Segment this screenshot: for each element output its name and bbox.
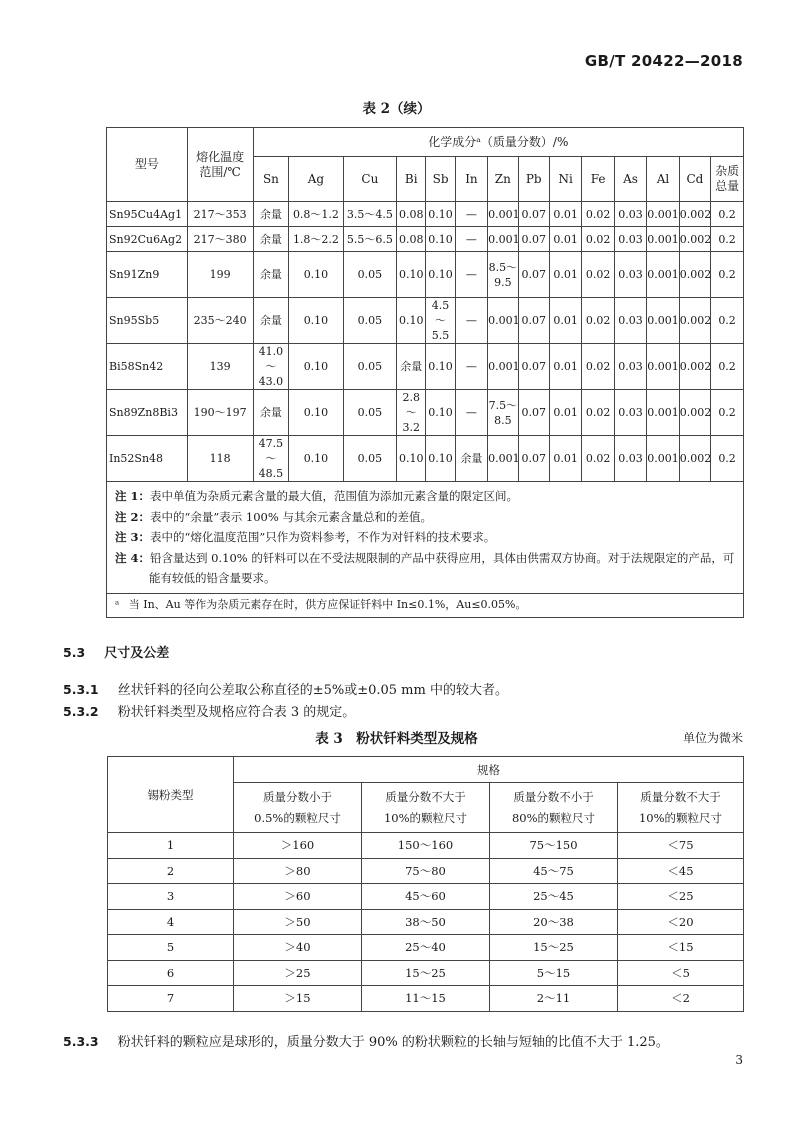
table2-cell-value: 8.5～ 9.5 bbox=[488, 252, 518, 298]
table2-cell-value: 0.8～1.2 bbox=[289, 202, 343, 227]
table-row bbox=[107, 344, 744, 390]
table2-cell-value: 0.001 bbox=[647, 252, 679, 298]
table2-cell-value: 0.02 bbox=[582, 298, 614, 344]
table3-cell-value: ＜5 bbox=[618, 960, 744, 986]
table2-cell-value: 0.001 bbox=[647, 390, 679, 436]
table2-cell-value: 0.002 bbox=[679, 436, 710, 482]
table3-cell-value: 75～150 bbox=[490, 833, 618, 859]
table2-header-chemical: 化学成分ᵃ（质量分数）/% bbox=[253, 128, 743, 157]
table2-note bbox=[115, 548, 735, 589]
table2-cell-value: 4.5～ 5.5 bbox=[426, 298, 455, 344]
footnote-text: 当 In、Au 等作为杂质元素存在时，供方应保证钎料中 In≤0.1%，Au≤0.05%。 bbox=[128, 597, 527, 611]
table2-cell-value: 41.0～ 43.0 bbox=[253, 344, 289, 390]
table2-cell-value: 0.001 bbox=[647, 344, 679, 390]
table2-cell-value: 余量 bbox=[455, 436, 487, 482]
table2-cell-value: 0.02 bbox=[582, 202, 614, 227]
table2-header-element: Ni bbox=[549, 157, 581, 202]
table2-cell-value: 0.05 bbox=[343, 436, 396, 482]
table-row bbox=[108, 858, 744, 884]
para-5-3-1 bbox=[63, 679, 508, 698]
table3-cell-value: ＞60 bbox=[234, 884, 362, 910]
table2-cell-value: 0.001 bbox=[488, 298, 518, 344]
table2-header-impurity bbox=[711, 157, 744, 202]
table3-cell-value: 2～11 bbox=[490, 986, 618, 1012]
table-row bbox=[108, 884, 744, 910]
table2-cell-value: 0.001 bbox=[647, 202, 679, 227]
table2-cell-value: 0.10 bbox=[397, 298, 426, 344]
table3-cell-value: 75～80 bbox=[362, 858, 490, 884]
table-row bbox=[108, 935, 744, 961]
table2-cell-value: — bbox=[455, 252, 487, 298]
table3-caption: 表 3 粉状钎料类型及规格 bbox=[315, 731, 478, 747]
table2-header-element: Zn bbox=[488, 157, 518, 202]
table3-cell-type: 3 bbox=[108, 884, 234, 910]
table2-cell-value: — bbox=[455, 298, 487, 344]
table2-cell-value: 余量 bbox=[253, 227, 289, 252]
table2-cell-value: 0.02 bbox=[582, 344, 614, 390]
table2-cell-melt: 217～353 bbox=[187, 202, 253, 227]
table2-note bbox=[115, 527, 735, 548]
page-number: 3 bbox=[735, 1053, 743, 1067]
table2-cell-value: 7.5～ 8.5 bbox=[488, 390, 518, 436]
table2-cell-melt: 217～380 bbox=[187, 227, 253, 252]
table2-cell-value: 0.01 bbox=[549, 252, 581, 298]
table2-caption: 表 2（续） bbox=[362, 101, 431, 117]
table2-cell-value: 0.03 bbox=[614, 252, 646, 298]
table2-header-element: Bi bbox=[397, 157, 426, 202]
table2-cell-value: 余量 bbox=[397, 344, 426, 390]
table-row bbox=[107, 202, 744, 227]
table2-header-element: Cu bbox=[343, 157, 396, 202]
section-title: 尺寸及公差 bbox=[104, 646, 170, 661]
table3-cell-value: 15～25 bbox=[490, 935, 618, 961]
table2-cell-value: 0.07 bbox=[518, 436, 549, 482]
table2-cell-value: 0.2 bbox=[711, 202, 744, 227]
table3-unit: 单位为微米 bbox=[682, 731, 743, 745]
subheader-line1: 质量分数不大于 bbox=[385, 789, 466, 804]
table2-cell-melt: 190～197 bbox=[187, 390, 253, 436]
table2-cell-value: 0.05 bbox=[343, 344, 396, 390]
table2-cell-value: 0.002 bbox=[679, 298, 710, 344]
table2-cell-value: 0.2 bbox=[711, 436, 744, 482]
subheader-line2: 10%的颗粒尺寸 bbox=[638, 810, 723, 825]
para-text: 粉状钎料类型及规格应符合表 3 的规定。 bbox=[117, 705, 356, 720]
table2-cell-value: 0.001 bbox=[647, 298, 679, 344]
table2-cell-melt: 199 bbox=[187, 252, 253, 298]
para-text: 粉状钎料的颗粒应是球形的，质量分数大于 90% 的粉状颗粒的长轴与短轴的比值不大于 1.25。 bbox=[117, 1035, 669, 1050]
table3-cell-value: ＞15 bbox=[234, 986, 362, 1012]
table3-cell-value: ＜75 bbox=[618, 833, 744, 859]
table2-cell-value: 0.2 bbox=[711, 252, 744, 298]
table2-cell-value: 2.8～ 3.2 bbox=[397, 390, 426, 436]
para-text: 丝状钎料的径向公差取公称直径的±5%或±0.05 mm 中的较大者。 bbox=[117, 683, 508, 698]
table2-header-element: Al bbox=[647, 157, 679, 202]
table3-cell-value: ＞25 bbox=[234, 960, 362, 986]
table2-cell-value: 0.07 bbox=[518, 202, 549, 227]
table2-cell-value: 0.01 bbox=[549, 390, 581, 436]
table2-header-melting-range bbox=[187, 128, 253, 202]
table2-cell-value: 0.10 bbox=[289, 252, 343, 298]
table2-cell-value: 0.001 bbox=[647, 436, 679, 482]
table3-header-type: 锡粉类型 bbox=[108, 757, 234, 833]
table-row bbox=[108, 986, 744, 1012]
table2-cell-value: 0.01 bbox=[549, 202, 581, 227]
table2-cell-value: 0.07 bbox=[518, 344, 549, 390]
table2-cell-value: 余量 bbox=[253, 298, 289, 344]
table3-subheader bbox=[490, 783, 618, 833]
table2-cell-value: 0.001 bbox=[488, 202, 518, 227]
table2-footnote bbox=[107, 593, 744, 617]
table2-note bbox=[115, 507, 735, 528]
table2-cell-value: 0.2 bbox=[711, 227, 744, 252]
note-text: 铅含量达到 0.10% 的钎料可以在不受法规限制的产品中获得应用，具体由供需双方协商。对于法规限定的产品，可能有较低的铅含量要求。 bbox=[149, 550, 735, 585]
table2-cell-value: 0.10 bbox=[397, 436, 426, 482]
table2-cell-value: 3.5～4.5 bbox=[343, 202, 396, 227]
table3-cell-value: 38～50 bbox=[362, 909, 490, 935]
table2-cell-value: 0.2 bbox=[711, 344, 744, 390]
para-5-3-2 bbox=[63, 701, 355, 720]
table3-cell-value: 45～60 bbox=[362, 884, 490, 910]
table2-cell-value: 0.01 bbox=[549, 436, 581, 482]
table-row bbox=[108, 909, 744, 935]
table3-cell-value: 25～45 bbox=[490, 884, 618, 910]
subheader-line1: 质量分数不大于 bbox=[640, 789, 721, 804]
table3-cell-value: ＜20 bbox=[618, 909, 744, 935]
table2-notes bbox=[107, 482, 744, 594]
table3-cell-value: ＜2 bbox=[618, 986, 744, 1012]
footnote-mark: ᵃ bbox=[115, 597, 120, 611]
table2-cell-value: 0.002 bbox=[679, 390, 710, 436]
table3-cell-type: 6 bbox=[108, 960, 234, 986]
table2-cell-value: 0.10 bbox=[426, 202, 455, 227]
table3-cell-value: 25～40 bbox=[362, 935, 490, 961]
table2-cell-value: 0.10 bbox=[397, 252, 426, 298]
table3-cell-value: 15～25 bbox=[362, 960, 490, 986]
table-row bbox=[107, 298, 744, 344]
table2-header-melt-line2: 范围/℃ bbox=[199, 164, 241, 179]
table2-cell-melt: 235～240 bbox=[187, 298, 253, 344]
table3-subheader bbox=[362, 783, 490, 833]
table2-cell-value: 0.07 bbox=[518, 227, 549, 252]
table2-header-element: Ag bbox=[289, 157, 343, 202]
table2-cell-value: 0.08 bbox=[397, 202, 426, 227]
table3-cell-type: 2 bbox=[108, 858, 234, 884]
table2-cell-value: 0.10 bbox=[289, 390, 343, 436]
table2-cell-value: 0.002 bbox=[679, 227, 710, 252]
table2-cell-value: 0.01 bbox=[549, 227, 581, 252]
para-5-3-3 bbox=[63, 1031, 669, 1050]
table2-cell-melt: 118 bbox=[187, 436, 253, 482]
table2-cell-value: — bbox=[455, 202, 487, 227]
table2-cell-value: 0.03 bbox=[614, 298, 646, 344]
table2-cell-value: 余量 bbox=[253, 252, 289, 298]
table2-header-element: As bbox=[614, 157, 646, 202]
table2-cell-value: 0.03 bbox=[614, 202, 646, 227]
table2-header-element: Cd bbox=[679, 157, 710, 202]
table2-header-element: Pb bbox=[518, 157, 549, 202]
table2-cell-value: 0.07 bbox=[518, 390, 549, 436]
table2-cell-value: 0.001 bbox=[488, 227, 518, 252]
table3-cell-value: ＞80 bbox=[234, 858, 362, 884]
table2-cell-value: 0.02 bbox=[582, 436, 614, 482]
section-number: 5.3 bbox=[63, 645, 86, 660]
table2-cell-value: 0.02 bbox=[582, 252, 614, 298]
table2-cell-value: 0.01 bbox=[549, 298, 581, 344]
table2-header-element: In bbox=[455, 157, 487, 202]
table2-cell-value: 0.03 bbox=[614, 390, 646, 436]
table3-cell-value: 45～75 bbox=[490, 858, 618, 884]
table3-cell-value: ＞50 bbox=[234, 909, 362, 935]
table2-header-element: Fe bbox=[582, 157, 614, 202]
table2-cell-model: Sn91Zn9 bbox=[107, 252, 188, 298]
note-label: 注 4： bbox=[115, 550, 151, 565]
note-label: 注 2： bbox=[115, 509, 151, 524]
table2-cell-value: 0.02 bbox=[582, 227, 614, 252]
table2-cell-model: Sn95Cu4Ag1 bbox=[107, 202, 188, 227]
table2-cell-value: 5.5～6.5 bbox=[343, 227, 396, 252]
note-text: 表中的“熔化温度范围”只作为资料参考，不作为对钎料的技术要求。 bbox=[150, 530, 496, 544]
table2-cell-model: Sn89Zn8Bi3 bbox=[107, 390, 188, 436]
impurity-line2: 总量 bbox=[715, 179, 740, 193]
table3-cell-value: ＜45 bbox=[618, 858, 744, 884]
table2-cell-value: 0.07 bbox=[518, 252, 549, 298]
subheader-line2: 0.5%的颗粒尺寸 bbox=[254, 810, 341, 825]
impurity-line1: 杂质 bbox=[715, 164, 740, 178]
table2-cell-value: 0.03 bbox=[614, 436, 646, 482]
table3-cell-type: 5 bbox=[108, 935, 234, 961]
table2-cell-value: 余量 bbox=[253, 390, 289, 436]
subheader-line2: 10%的颗粒尺寸 bbox=[383, 810, 468, 825]
table2-cell-melt: 139 bbox=[187, 344, 253, 390]
table3-cell-value: ＞160 bbox=[234, 833, 362, 859]
table2-cell-model: Bi58Sn42 bbox=[107, 344, 188, 390]
table2-cell-value: 0.10 bbox=[426, 227, 455, 252]
table3-cell-value: 11～15 bbox=[362, 986, 490, 1012]
table2-header-model: 型号 bbox=[107, 128, 188, 202]
note-text: 表中单值为杂质元素含量的最大值，范围值为添加元素含量的限定区间。 bbox=[150, 489, 519, 503]
table2-cell-value: 0.002 bbox=[679, 252, 710, 298]
table2-cell-value: 0.07 bbox=[518, 298, 549, 344]
table2-cell-value: 0.001 bbox=[647, 227, 679, 252]
table2-cell-value: — bbox=[455, 390, 487, 436]
table2-cell-value: 0.03 bbox=[614, 227, 646, 252]
table2-cell-value: 0.10 bbox=[426, 344, 455, 390]
para-number: 5.3.1 bbox=[63, 682, 99, 697]
table2-cell-value: 0.001 bbox=[488, 436, 518, 482]
table2-cell-value: 47.5～ 48.5 bbox=[253, 436, 289, 482]
table3-cell-value: ＜25 bbox=[618, 884, 744, 910]
table3 bbox=[107, 756, 744, 1012]
table2-cell-value: 0.01 bbox=[549, 344, 581, 390]
note-text: 表中的“余量”表示 100% 与其余元素含量总和的差值。 bbox=[150, 509, 432, 524]
table2-note bbox=[115, 486, 735, 507]
table3-cell-value: 150～160 bbox=[362, 833, 490, 859]
table2-cell-value: 0.10 bbox=[289, 436, 343, 482]
table2-cell-value: 0.001 bbox=[488, 344, 518, 390]
standard-code: GB/T 20422—2018 bbox=[584, 52, 743, 70]
table2-cell-value: 0.10 bbox=[426, 390, 455, 436]
subheader-line1: 质量分数不小于 bbox=[513, 789, 594, 804]
table2-cell-value: 0.08 bbox=[397, 227, 426, 252]
table2-header-element: Sn bbox=[253, 157, 289, 202]
table2-header-element: Sb bbox=[426, 157, 455, 202]
table-row bbox=[108, 833, 744, 859]
table3-cell-type: 1 bbox=[108, 833, 234, 859]
table2-cell-value: 0.002 bbox=[679, 202, 710, 227]
table2-cell-value: 0.10 bbox=[289, 344, 343, 390]
para-number: 5.3.3 bbox=[63, 1034, 99, 1049]
table2-cell-model: Sn95Sb5 bbox=[107, 298, 188, 344]
table-row bbox=[107, 436, 744, 482]
table2-cell-value: 0.002 bbox=[679, 344, 710, 390]
table3-subheader bbox=[618, 783, 744, 833]
table2-cell-value: 0.10 bbox=[426, 252, 455, 298]
table2-cell-value: 余量 bbox=[253, 202, 289, 227]
table-row bbox=[107, 390, 744, 436]
table3-header-spec: 规格 bbox=[234, 757, 744, 783]
table2-cell-value: 0.05 bbox=[343, 390, 396, 436]
table2-header-melt-line1: 熔化温度 bbox=[196, 149, 245, 164]
table-row bbox=[107, 227, 744, 252]
table3-cell-value: 5～15 bbox=[490, 960, 618, 986]
note-label: 注 3： bbox=[115, 530, 151, 544]
para-number: 5.3.2 bbox=[63, 704, 99, 719]
table2-cell-value: — bbox=[455, 344, 487, 390]
table3-subheader bbox=[234, 783, 362, 833]
table2-cell-value: 0.05 bbox=[343, 252, 396, 298]
note-label: 注 1： bbox=[115, 489, 151, 503]
section-5-3-heading bbox=[63, 642, 169, 661]
table2 bbox=[106, 127, 744, 618]
table-row bbox=[108, 960, 744, 986]
table3-cell-value: ＜15 bbox=[618, 935, 744, 961]
table3-cell-value: ＞40 bbox=[234, 935, 362, 961]
table2-cell-model: In52Sn48 bbox=[107, 436, 188, 482]
subheader-line2: 80%的颗粒尺寸 bbox=[511, 810, 596, 825]
table2-cell-value: — bbox=[455, 227, 487, 252]
table2-cell-value: 0.10 bbox=[426, 436, 455, 482]
table2-cell-value: 1.8～2.2 bbox=[289, 227, 343, 252]
table3-cell-value: 20～38 bbox=[490, 909, 618, 935]
table2-cell-value: 0.05 bbox=[343, 298, 396, 344]
table2-cell-value: 0.03 bbox=[614, 344, 646, 390]
table2-cell-value: 0.2 bbox=[711, 390, 744, 436]
table3-cell-type: 4 bbox=[108, 909, 234, 935]
table3-cell-type: 7 bbox=[108, 986, 234, 1012]
table2-cell-value: 0.2 bbox=[711, 298, 744, 344]
table2-cell-value: 0.10 bbox=[289, 298, 343, 344]
table2-cell-value: 0.02 bbox=[582, 390, 614, 436]
subheader-line1: 质量分数小于 bbox=[263, 789, 332, 804]
table2-cell-model: Sn92Cu6Ag2 bbox=[107, 227, 188, 252]
table-row bbox=[107, 252, 744, 298]
